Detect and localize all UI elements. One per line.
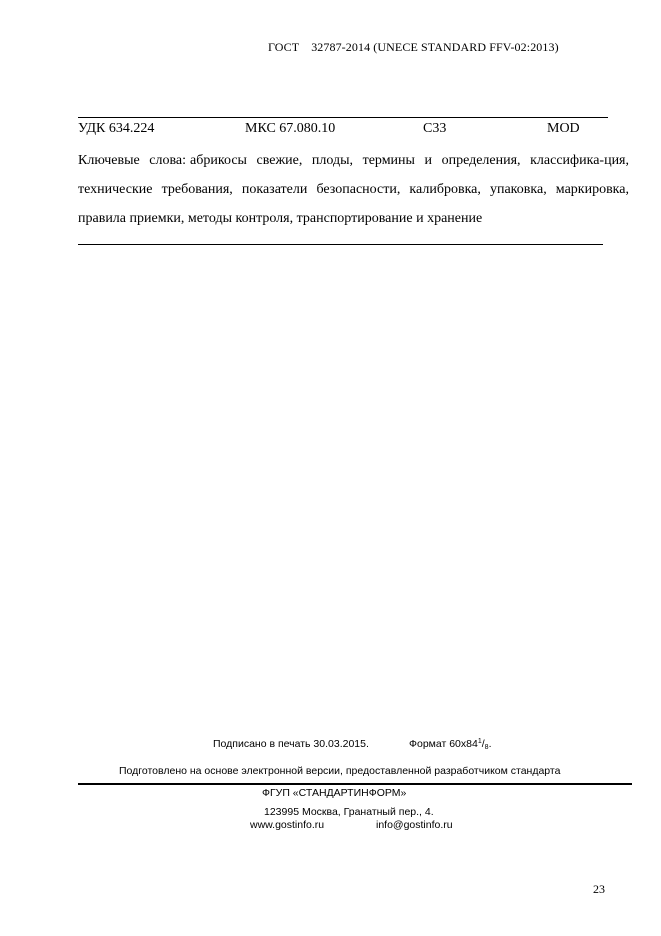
- format-prefix: Формат 60х84: [409, 738, 478, 750]
- signed-date: Подписано в печать 30.03.2015.: [213, 738, 369, 750]
- running-header: [268, 40, 559, 55]
- website-link[interactable]: www.gostinfo.ru: [250, 819, 325, 831]
- paper-format: [409, 738, 491, 751]
- page-number: 23: [593, 882, 605, 896]
- okp-code: С33: [423, 121, 447, 136]
- email-link[interactable]: info@gostinfo.ru: [376, 819, 453, 831]
- keywords-paragraph: [78, 146, 629, 233]
- keywords-text: абрикосы свежие, плоды, термины и определения, классифика-ция, технические требования, показатели безопасности, калибровка, упаковка, маркировка, правила приемки, методы контроля, транспортирование и хранение: [78, 153, 629, 226]
- classification-codes: [78, 121, 608, 139]
- format-sup: 1: [477, 738, 482, 745]
- address-text: 123995 Москва, Гранатный пер., 4.: [264, 806, 434, 818]
- top-divider: [78, 117, 608, 118]
- modification-code: MOD: [547, 121, 580, 136]
- format-suffix: .: [488, 738, 492, 750]
- format-sep: /: [481, 738, 485, 750]
- format-sub: 8: [484, 744, 489, 751]
- mks-code: МКС 67.080.10: [245, 121, 336, 136]
- gost-label: ГОСТ: [268, 40, 300, 54]
- prepared-text: Подготовлено на основе электронной версии, предоставленной разработчиком стандарта: [119, 765, 561, 777]
- keywords-divider: [78, 244, 603, 245]
- keywords-label: Ключевые слова:: [78, 153, 187, 168]
- footer-divider: [78, 783, 632, 785]
- publisher-name: ФГУП «СТАНДАРТИНФОРМ»: [262, 787, 407, 799]
- standard-number: 32787-2014 (UNECE STANDARD FFV-02:2013): [311, 40, 559, 54]
- udk-code: УДК 634.224: [78, 121, 155, 136]
